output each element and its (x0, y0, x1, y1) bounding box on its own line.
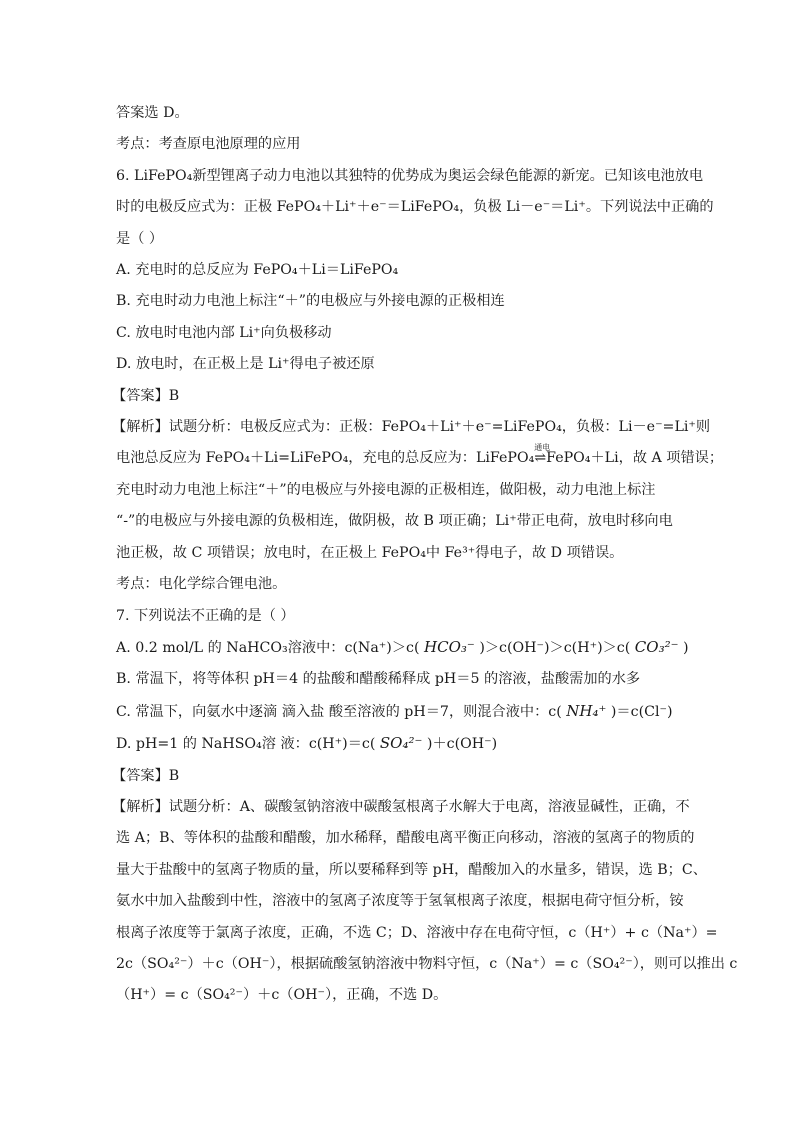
question-7-explanation-4: 氨水中加入盐酸到中性，溶液中的氢离子浓度等于氢氧根离子浓度，根据电荷守恒分析，铵 (116, 893, 684, 910)
question-6-option-d: D. 放电时，在正极上是 Li⁺得电子被还原 (116, 356, 375, 373)
question-6-option-b: B. 充电时动力电池上标注“＋”的电极应与外接电源的正极相连 (116, 293, 505, 310)
option-a-text-3: ) (678, 639, 689, 656)
question-7-option-d (116, 728, 684, 760)
option-a-formula-1: HCO₃⁻ (424, 637, 475, 656)
question-7-explanation-5: 根离子浓度等于氯离子浓度，正确，不选 C；D、溶液中存在电荷守恒，c（H⁺）+ c（Na⁺）= (116, 924, 718, 941)
question-6-explanation-4: “-”的电极应与外接电源的负极相连，做阴极，故 B 项正确；Li⁺带正电荷，放电时移向电 (116, 513, 673, 530)
option-a-text-2: )＞c(OH⁻)＞c(H⁺)＞c( (474, 639, 635, 656)
question-6-explanation-5: 池正极，故 C 项错误；放电时，在正极上 FePO₄中 Fe³⁺得电子，故 D 项错误。 (116, 544, 624, 561)
option-a-text-1: A. 0.2 mol/L 的 NaHCO₃溶液中：c(Na⁺)＞c( (116, 639, 425, 656)
question-6-stem-1: 6. LiFePO₄新型锂离子动力电池以其独特的优势成为奥运会绿色能源的新宠。已知该电池放电 (116, 167, 704, 184)
question-7-option-a (116, 632, 689, 664)
option-d-text-1: D. pH=1 的 NaHSO₄溶 液：c(H⁺)＝c( (116, 736, 380, 753)
question-6-explanation-2 (116, 443, 724, 474)
question-7-explanation-3: 量大于盐酸中的氢离子物质的量，所以要稀释到等 pH，醋酸加入的水量多，错误，选 B；C、 (116, 861, 707, 878)
question-6-exam-point: 考点：电化学综合锂电池。 (116, 576, 287, 593)
option-c-text-2: )＝c(Cl⁻) (606, 703, 673, 720)
question-7-option-b: B. 常温下，将等体积 pH＝4 的盐酸和醋酸稀释成 pH＝5 的溶液，盐酸需加的水多 (116, 671, 641, 688)
explanation-2-text-b: FePO₄＋Li，故 A 项错误； (546, 450, 724, 467)
question-7-answer: 【答案】B (112, 767, 180, 784)
option-d-formula: SO₄²⁻ (379, 734, 423, 753)
question-7-explanation-2: 选 A；B、等体积的盐酸和醋酸，加水稀释，醋酸电离平衡正向移动，溶液的氢离子的物质的 (116, 830, 695, 847)
option-a-formula-2: CO₃²⁻ (634, 637, 679, 656)
option-c-text-1: C. 常温下，向氨水中逐滴 滴入盐 酸至溶液的 pH＝7，则混合液中：c( (116, 703, 567, 720)
question-7-option-c (116, 696, 684, 728)
document-body (112, 98, 738, 1012)
exam-point-line: 考点：考查原电池原理的应用 (116, 136, 301, 153)
option-d-text-2: )＋c(OH⁻) (422, 736, 498, 753)
question-7-explanation-6: 2c（SO₄²⁻）＋c（OH⁻），根据硫酸氢钠溶液中物料守恒，c（Na⁺）= c（SO₄²⁻），则可以推出 c (116, 955, 738, 972)
question-7-stem: 7. 下列说法不正确的是（ ） (116, 607, 295, 624)
question-6-answer: 【答案】B (112, 387, 180, 404)
question-6-explanation-1: 【解析】试题分析：电极反应式为：正极：FePO₄＋Li⁺＋e⁻=LiFePO₄，负极：Li－e⁻=Li⁺则 (112, 419, 711, 436)
reaction-condition: 通电 ⇌ (534, 443, 546, 474)
question-6-stem-3: 是（ ） (116, 230, 164, 247)
explanation-2-text-a: 电池总反应为 FePO₄＋Li=LiFePO₄，充电的总反应为：LiFePO₄ (116, 450, 535, 467)
question-6-option-c: C. 放电时电池内部 Li⁺向负极移动 (116, 324, 332, 341)
question-7-explanation-7: （H⁺）= c（SO₄²⁻）＋c（OH⁻），正确，不选 D。 (116, 987, 448, 1004)
question-6-explanation-3: 充电时动力电池上标注“＋”的电极应与外接电源的正极相连，做阳极，动力电池上标注 (116, 481, 656, 498)
question-6-stem-2: 时的电极反应式为：正极 FePO₄＋Li⁺＋e⁻＝LiFePO₄，负极 Li－e⁻＝Li⁺。下列说法中正确的 (116, 199, 714, 216)
option-c-formula: NH₄⁺ (566, 701, 607, 720)
question-7-explanation-1: 【解析】试题分析：A、碳酸氢钠溶液中碳酸氢根离子水解大于电离，溶液显碱性，正确，不 (112, 798, 690, 815)
reaction-condition-label: 通电 (534, 443, 551, 453)
question-6-option-a: A. 充电时的总反应为 FePO₄＋Li＝LiFePO₄ (116, 262, 399, 279)
answer-line: 答案选 D。 (116, 105, 189, 121)
